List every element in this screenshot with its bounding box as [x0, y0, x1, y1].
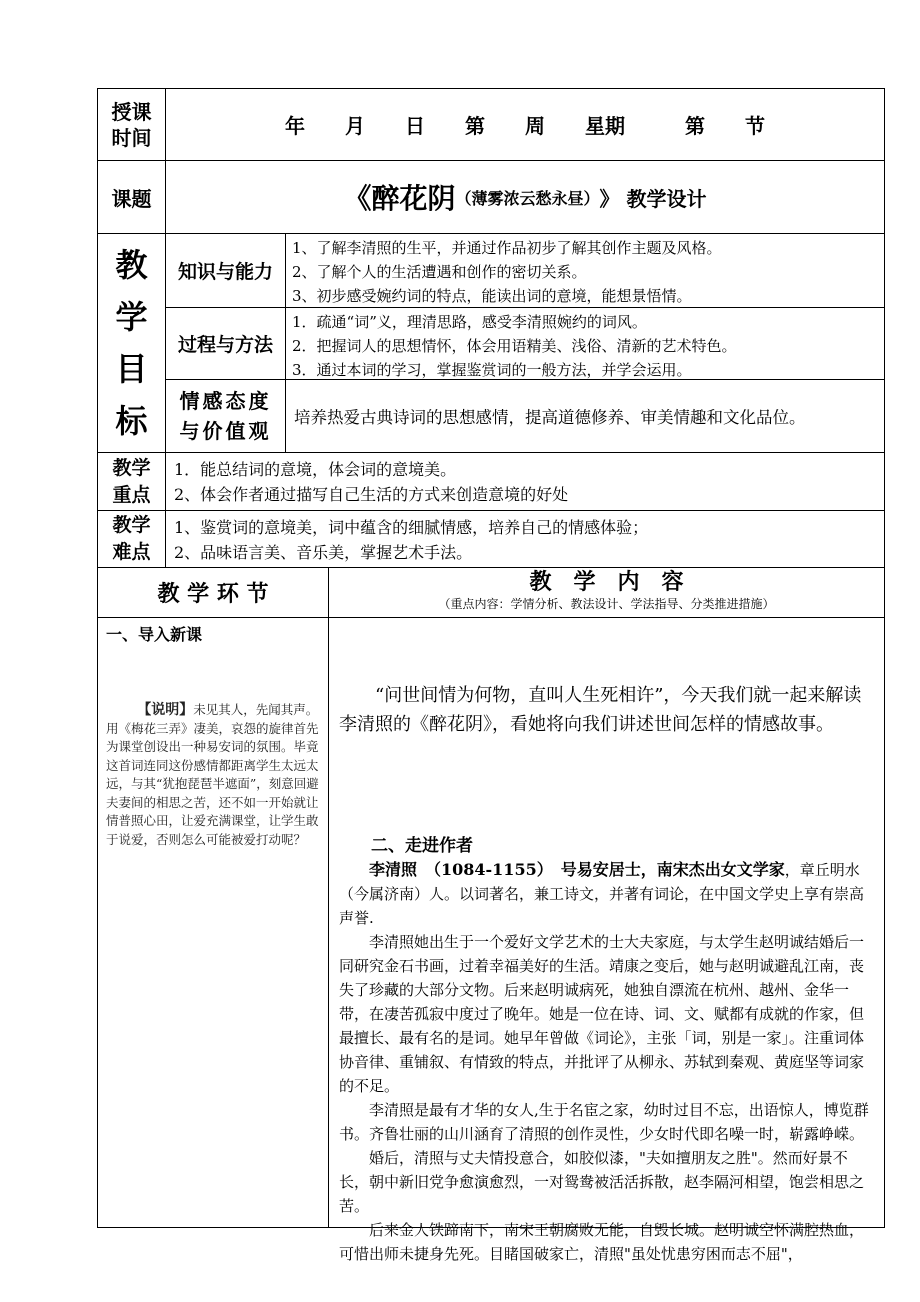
- author-rest: ，章丘明水（今属济南）人。以词著名，兼工诗文，并著有词论，在中国文学史上享有崇高声誉.: [339, 861, 865, 927]
- topic-subtitle: （薄雾浓云愁永昼）: [455, 188, 600, 208]
- note-label: 【说明】: [137, 702, 194, 718]
- obj-emotion-label: 情感态度与价值观: [165, 379, 286, 453]
- obj-process-label: 过程与方法: [165, 307, 286, 380]
- topic-title: [165, 160, 885, 234]
- left-column: [97, 617, 329, 1228]
- left-heading: 一、导入新课: [106, 625, 203, 644]
- section-left-header: 教 学 环 节: [97, 567, 329, 618]
- line: 1、了解李清照的生平，并通过作品初步了解其创作主题及风格。: [292, 239, 722, 257]
- line: 1、鉴赏词的意境美，词中蕴含的细腻情感，培养自己的情感体验；: [174, 518, 649, 537]
- difficult-content: [165, 510, 885, 568]
- topic-label: 课题: [97, 160, 166, 234]
- key-content: [165, 452, 885, 511]
- line: 2、体会作者通过描写自己生活的方式来创造意境的好处: [174, 485, 569, 504]
- para: 婚后，清照与丈夫情投意合，如胶似漆，"夫如擅朋友之胜"。然而好景不长，朝中新旧党争愈演愈烈，一对鸳鸯被活活拆散，赵李隔河相望，饱尝相思之苦。: [339, 1149, 865, 1215]
- para: 李清照是最有才华的女人,生于名宦之家，幼时过目不忘，出语惊人，博览群书。齐鲁壮丽的山川涵育了清照的创作灵性，少女时代即名噪一时，崭露峥嵘。: [339, 1101, 869, 1143]
- line: 2．把握词人的思想情怀，体会用语精美、浅俗、清新的艺术特色。: [292, 337, 737, 355]
- obj-process-content: [285, 307, 885, 380]
- time-label: 授课时间: [97, 88, 166, 161]
- para: 李清照她出生于一个爱好文学艺术的士大夫家庭，与太学生赵明诚结婚后一同研究金石书画，过着幸福美好的生活。靖康之变后，她与赵明诚避乱江南，丧失了珍藏的大部分文物。后来赵明诚病死，她独自漂流在杭州、越州、金华一带，在凄苦孤寂中度过了晚年。她是一位在诗、词、文、赋都有成就的作家，但最擅长、最有名的是词。她早年曾做《词论》，主张「词，别是一家」。注重词体协音律、重铺叙、有情致的特点，并批评了从柳永、苏轼到秦观、黄庭坚等词家的不足。: [339, 933, 865, 1095]
- note: [106, 701, 320, 849]
- line: 2、品味语言美、音乐美，掌握艺术手法。: [174, 543, 473, 562]
- topic-suffix: 》 教学设计: [599, 186, 707, 211]
- difficult-label: 教学难点: [97, 510, 166, 568]
- objectives-label: 教学目标: [97, 233, 166, 453]
- time-value: 年 月 日 第 周 星期 第 节: [165, 88, 885, 161]
- note-text: 未见其人，先闻其声。用《梅花三弄》凄美，哀怨的旋律首先为课堂创设出一种易安词的氛围。毕竟这首词连同这份感情都距离学生太远太远，与其“犹抱琵琶半遮面”，刻意回避夫妻间的相思之苦，还不如一开始就让情普照心田，让爱充满课堂，让学生敢于说爱，否则怎么可能被爱打动呢？: [106, 702, 319, 847]
- obj-knowledge-content: [285, 233, 885, 308]
- line: 3．通过本词的学习，掌握鉴赏词的一般方法，并学会运用。: [292, 361, 692, 379]
- line: 1．疏通“词”义，理清思路，感受李清照婉约的词风。: [292, 313, 647, 331]
- line: 1．能总结词的意境，体会词的意境美。: [174, 460, 457, 479]
- right-header-note: （重点内容：学情分析、教法设计、学法指导、分类推进措施）: [438, 597, 775, 611]
- intro-text: “问世间情为何物，直叫人生死相许”，今天我们就一起来解读李清照的《醉花阴》，看她将向我们讲述世间怎样的情感故事。: [339, 685, 862, 735]
- author-bold: 李清照 （1084-1155） 号易安居士，南宋杰出女文学家: [369, 860, 785, 879]
- key-label: 教学重点: [97, 452, 166, 511]
- right-header-title: 教 学 内 容: [529, 569, 684, 595]
- para: 后来金人铁蹄南下，南宋王朝腐败无能，自毁长城。赵明诚空怀满腔热血，可惜出师未捷身先死。目睹国破家亡，清照"虽处忧患穷困而志不屈"，: [339, 1221, 865, 1263]
- author-heading: 二、走进作者: [371, 836, 473, 856]
- section-right-header: [328, 567, 885, 618]
- obj-emotion-content: 培养热爱古典诗词的思想感情，提高道德修养、审美情趣和文化品位。: [285, 379, 885, 453]
- right-column: [328, 617, 885, 1263]
- line: 2、了解个人的生活遭遇和创作的密切关系。: [292, 263, 587, 281]
- obj-knowledge-label: 知识与能力: [165, 233, 286, 308]
- topic-main: 《醉花阴: [343, 182, 456, 215]
- line: 3、初步感受婉约词的特点，能读出词的意境，能想景悟情。: [292, 287, 692, 305]
